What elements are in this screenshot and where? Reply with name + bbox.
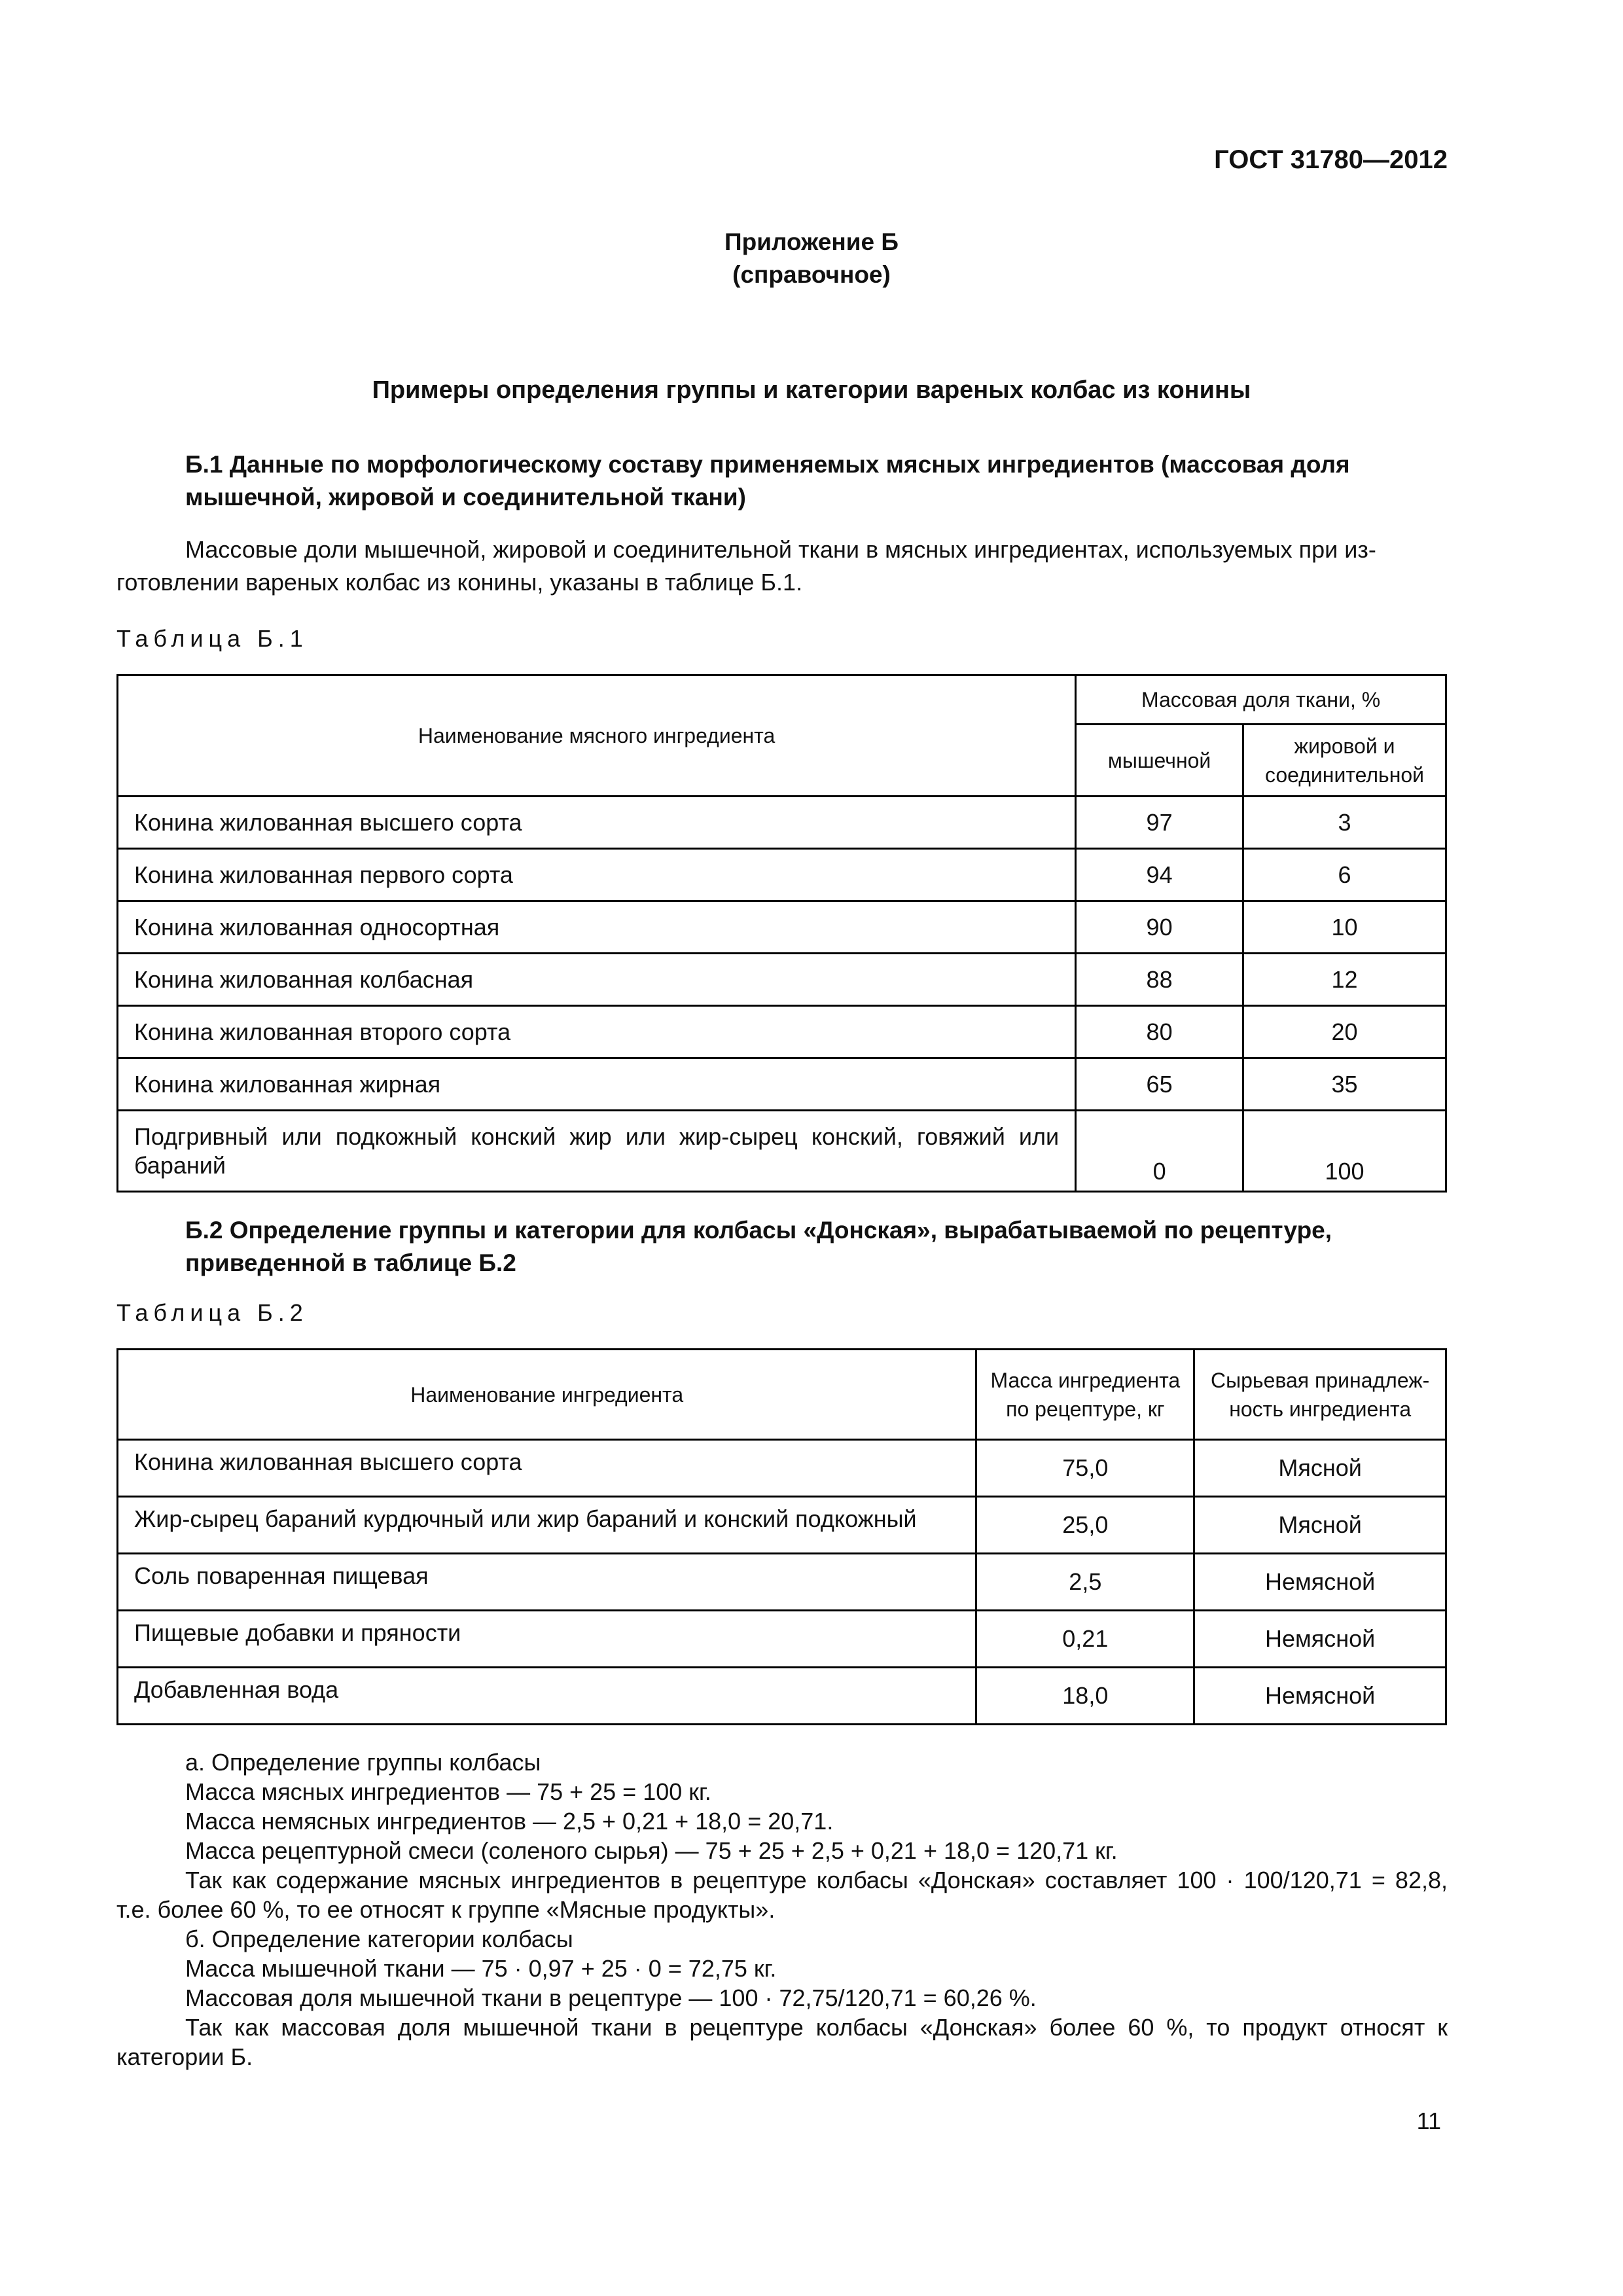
row-type: Немясной [1194, 1668, 1446, 1725]
table2-caption: Таблица Б.2 [116, 1299, 308, 1326]
calc-b-title: б. Определение категории колбасы [185, 1926, 573, 1952]
document-code: ГОСТ 31780—2012 [1214, 145, 1448, 174]
table-row [118, 849, 1446, 901]
table1-header-muscle: мышечной [1076, 725, 1243, 797]
annex-title: Приложение Б [724, 228, 899, 255]
table-row [118, 1440, 1446, 1497]
section2-heading [185, 1214, 1448, 1280]
row-muscle: 90 [1076, 901, 1243, 954]
calc-a3: Масса рецептурной смеси (соленого сырья) — 75 + 25 + 2,5 + 0,21 + 18,0 = 120,71 кг. [185, 1837, 1118, 1864]
table-row [118, 1668, 1446, 1725]
calc-a4-line1: Так как содержание мясных ингредиентов в рецептуре колбасы «Донская» составляет 100 · 100/120,71 = 82,8, [185, 1867, 1448, 1893]
section1-paragraph [116, 533, 1448, 599]
table1-header-group: Массовая доля ткани, % [1076, 675, 1446, 725]
section1-heading [185, 448, 1448, 514]
row-name: Жир-сырец бараний курдючный или жир бараний и конский подкожный [118, 1497, 976, 1554]
calc-a-title: а. Определение группы колбасы [185, 1749, 541, 1776]
row-fat: 10 [1243, 901, 1446, 954]
table2-header-mass [976, 1350, 1194, 1440]
row-name-line2: бараний [134, 1151, 226, 1179]
table-row [118, 1497, 1446, 1554]
table1-caption: Таблица Б.1 [116, 625, 308, 652]
calc-a2: Масса немясных ингредиентов — 2,5 + 0,21 + 18,0 = 20,71. [185, 1808, 834, 1835]
page-number: 11 [1416, 2108, 1441, 2134]
table1-header-fat-line2: соединительной [1264, 762, 1425, 787]
row-muscle: 88 [1076, 954, 1243, 1006]
table-row [118, 1058, 1446, 1111]
table1-header-fat [1243, 725, 1446, 797]
table1-header-name: Наименование мясного ингредиента [118, 675, 1076, 797]
table2-header-mass-line2: по рецептуре, кг [1006, 1397, 1165, 1421]
row-name: Конина жилованная высшего сорта [118, 797, 1076, 849]
annex-subtitle: (справочное) [732, 261, 891, 288]
calc-a1: Масса мясных ингредиентов — 75 + 25 = 100 кг. [185, 1778, 711, 1805]
table2 [116, 1348, 1447, 1725]
calc-b2: Массовая доля мышечной ткани в рецептуре — 100 · 72,75/120,71 = 60,26 %. [185, 1984, 1037, 2011]
table2-header-type-line1: Сырьевая принадлеж- [1210, 1368, 1430, 1392]
table2-header-type [1194, 1350, 1446, 1440]
table1 [116, 674, 1447, 1193]
main-title: Примеры определения группы и категории вареных колбас из конины [372, 376, 1251, 404]
row-type: Мясной [1194, 1497, 1446, 1554]
row-type: Мясной [1194, 1440, 1446, 1497]
row-fat: 35 [1243, 1058, 1446, 1111]
calc-b3-line1: Так как массовая доля мышечной ткани в рецептуре колбасы «Донская» более 60 %, то продукт относят к [185, 2014, 1448, 2041]
section1-para-line2: готовлении вареных колбас из конины, указаны в таблице Б.1. [116, 569, 803, 596]
row-muscle: 65 [1076, 1058, 1243, 1111]
section1-para-line1: Массовые доли мышечной, жировой и соединительной ткани в мясных ингредиентах, используемых при из- [185, 536, 1376, 563]
row-name: Конина жилованная колбасная [118, 954, 1076, 1006]
row-type: Немясной [1194, 1554, 1446, 1611]
row-mass: 0,21 [976, 1611, 1194, 1668]
table-row [118, 954, 1446, 1006]
row-fat: 100 [1243, 1111, 1446, 1192]
table-row [118, 797, 1446, 849]
row-name: Конина жилованная высшего сорта [118, 1440, 976, 1497]
row-mass: 25,0 [976, 1497, 1194, 1554]
section1-heading-line2: мышечной, жировой и соединительной ткани) [185, 484, 746, 511]
calc-b1: Масса мышечной ткани — 75 · 0,97 + 25 · 0 = 72,75 кг. [185, 1955, 777, 1982]
row-name: Конина жилованная второго сорта [118, 1006, 1076, 1058]
table-row [118, 1611, 1446, 1668]
row-name: Конина жилованная односортная [118, 901, 1076, 954]
section2-heading-line2: приведенной в таблице Б.2 [185, 1249, 516, 1276]
row-mass: 2,5 [976, 1554, 1194, 1611]
row-fat: 20 [1243, 1006, 1446, 1058]
table2-header-type-line2: ность ингредиента [1229, 1397, 1412, 1421]
row-mass: 75,0 [976, 1440, 1194, 1497]
row-name-line1: Подгривный или подкожный конский жир или жир-сырец конский, говяжий или [134, 1122, 1060, 1150]
row-name [118, 1111, 1076, 1192]
row-name: Пищевые добавки и пряности [118, 1611, 976, 1668]
row-name: Добавленная вода [118, 1668, 976, 1725]
row-name: Конина жилованная жирная [118, 1058, 1076, 1111]
row-muscle: 0 [1076, 1111, 1243, 1192]
section2-heading-line1: Б.2 Определение группы и категории для колбасы «Донская», вырабатываемой по рецептуре, [185, 1217, 1332, 1244]
table-row [118, 1006, 1446, 1058]
row-name: Соль поваренная пищевая [118, 1554, 976, 1611]
row-fat: 3 [1243, 797, 1446, 849]
table2-header-mass-line1: Масса ингредиента [990, 1368, 1181, 1392]
row-muscle: 97 [1076, 797, 1243, 849]
table-row [118, 1554, 1446, 1611]
row-muscle: 80 [1076, 1006, 1243, 1058]
table-row [118, 1111, 1446, 1192]
calc-b3-line2: категории Б. [116, 2043, 253, 2070]
table-row [118, 901, 1446, 954]
table1-header-fat-line1: жировой и [1294, 734, 1395, 758]
calculation-text [116, 1748, 1448, 2072]
row-fat: 12 [1243, 954, 1446, 1006]
row-name: Конина жилованная первого сорта [118, 849, 1076, 901]
row-mass: 18,0 [976, 1668, 1194, 1725]
row-muscle: 94 [1076, 849, 1243, 901]
calc-a4-line2: т.е. более 60 %, то ее относят к группе «Мясные продукты». [116, 1896, 776, 1923]
row-type: Немясной [1194, 1611, 1446, 1668]
annex-heading [0, 226, 1623, 291]
row-fat: 6 [1243, 849, 1446, 901]
table2-header-name: Наименование ингредиента [118, 1350, 976, 1440]
section1-heading-line1: Б.1 Данные по морфологическому составу применяемых мясных ингредиентов (массовая доля [185, 451, 1350, 478]
